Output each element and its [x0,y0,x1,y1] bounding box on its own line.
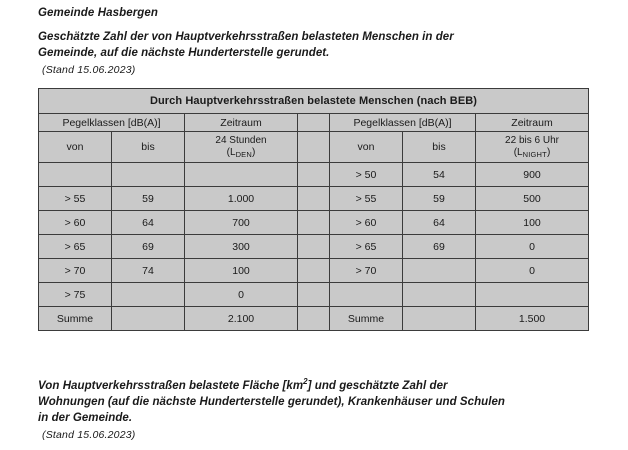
left-period-line1: 24 Stunden [215,135,267,146]
right-sum-value: 1.500 [476,307,589,331]
left-cell-von: > 65 [39,235,112,259]
outro-caption-superscript: 2 [303,377,308,386]
right-cell-bis: 54 [403,163,476,187]
table-gutter [298,114,330,132]
table-gutter [298,132,330,163]
right-cell-von [330,283,403,307]
left-cell-bis: 74 [112,259,185,283]
right-cell-von: > 55 [330,187,403,211]
table-title: Durch Hauptverkehrsstraßen belastete Menschen (nach BEB) [39,89,589,114]
left-cell-value: 1.000 [185,187,298,211]
left-period-header: Zeitraum [185,114,298,132]
left-cell-von: > 55 [39,187,112,211]
right-col-von-header: von [330,132,403,163]
right-cell-value: 100 [476,211,589,235]
outro-caption-part1: Von Hauptverkehrsstraßen belastete Fläche [km [38,379,304,392]
right-cell-bis: 69 [403,235,476,259]
table-title-row [39,89,589,114]
table-row [39,163,589,187]
right-cell-von: > 60 [330,211,403,235]
right-cell-bis: 64 [403,211,476,235]
left-sum-label: Summe [39,307,112,331]
left-cell-bis [112,163,185,187]
table-gutter [298,163,330,187]
right-cell-value: 500 [476,187,589,211]
right-cell-von: > 70 [330,259,403,283]
left-period-subscript: DEN [235,149,252,159]
intro-stand-date: (Stand 15.06.2023) [42,64,136,76]
right-cell-value: 0 [476,235,589,259]
right-period-line1: 22 bis 6 Uhr [505,135,559,146]
left-cell-von: > 60 [39,211,112,235]
table-row [39,187,589,211]
left-cell-von: > 70 [39,259,112,283]
table-gutter [298,259,330,283]
left-period-suffix: ) [252,147,256,158]
right-period-suffix: ) [546,147,551,158]
right-cell-value: 900 [476,163,589,187]
left-col-bis-header: bis [112,132,185,163]
table-gutter [298,235,330,259]
left-sum-bis [112,307,185,331]
left-period-prefix: (L [226,147,236,158]
right-period-prefix: (L [513,147,523,158]
left-cell-value [185,163,298,187]
right-col-bis-header: bis [403,132,476,163]
table-row [39,259,589,283]
right-period-descriptor [476,132,589,163]
municipality-title: Gemeinde Hasbergen [38,7,159,19]
right-period-subscript: NIGHT [522,149,547,159]
outro-text-block [38,374,508,442]
left-cell-bis: 69 [112,235,185,259]
noise-exposure-table [38,88,589,331]
left-group-header: Pegelklassen [dB(A)] [39,114,185,132]
left-cell-von: > 75 [39,283,112,307]
right-period-header: Zeitraum [476,114,589,132]
left-cell-value: 700 [185,211,298,235]
table-column-header-row [39,132,589,163]
table-gutter [298,187,330,211]
left-col-von-header: von [39,132,112,163]
table-sum-row [39,307,589,331]
intro-text-block [38,6,508,77]
right-cell-von: > 50 [330,163,403,187]
right-sum-bis [403,307,476,331]
right-sum-label: Summe [330,307,403,331]
left-period-descriptor [185,132,298,163]
left-cell-von [39,163,112,187]
left-cell-value: 300 [185,235,298,259]
right-cell-bis [403,259,476,283]
left-sum-value: 2.100 [185,307,298,331]
table-gutter [298,283,330,307]
left-cell-bis: 59 [112,187,185,211]
left-cell-bis: 64 [112,211,185,235]
right-group-header: Pegelklassen [dB(A)] [330,114,476,132]
outro-caption-part2: ] und geschätzte Zahl der Wohnungen (auf die nächste Hunderterstelle gerundet), Krankenhäuser und Schulen in der Gemeinde. [38,379,505,424]
noise-exposure-table-wrapper [38,88,588,331]
right-cell-bis: 59 [403,187,476,211]
right-cell-value [476,283,589,307]
table-gutter [298,211,330,235]
left-cell-value: 0 [185,283,298,307]
table-gutter [298,307,330,331]
left-cell-value: 100 [185,259,298,283]
intro-caption: Geschätzte Zahl der von Hauptverkehrsstraßen belasteten Menschen in der Gemeinde, auf die nächste Hunderterstelle gerundet. [38,31,454,59]
outro-stand-date: (Stand 15.06.2023) [42,428,136,441]
outro-caption [38,374,508,426]
table-group-header-row [39,114,589,132]
right-cell-bis [403,283,476,307]
table-row [39,235,589,259]
table-row [39,211,589,235]
right-cell-von: > 65 [330,235,403,259]
table-row [39,283,589,307]
right-cell-value: 0 [476,259,589,283]
left-cell-bis [112,283,185,307]
